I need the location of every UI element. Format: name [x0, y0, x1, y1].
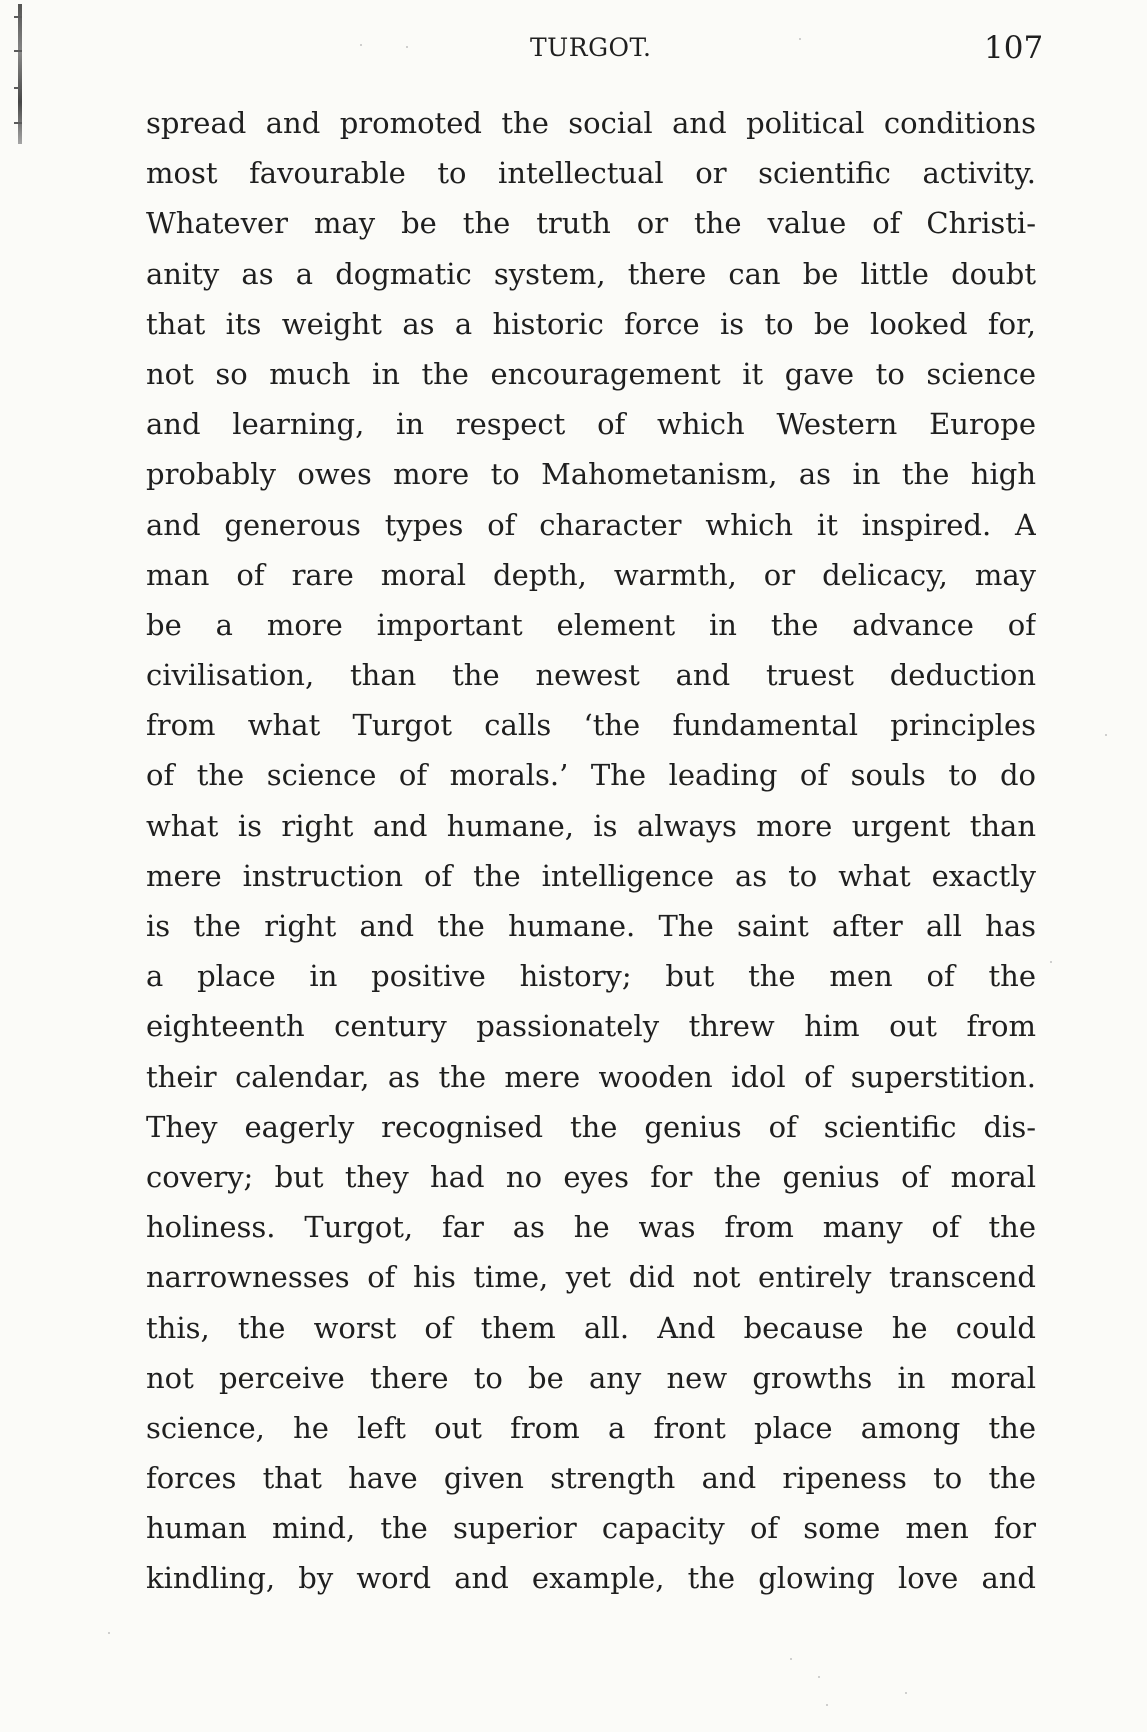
- body-line: is the right and the humane. The saint after all has: [146, 909, 1036, 943]
- body-line: probably owes more to Mahometanism, as in the high: [146, 457, 1036, 492]
- body-line: of the science of morals.’ The leading of souls to do: [146, 758, 1036, 793]
- paper-speck: [108, 1632, 110, 1634]
- page-number: 107: [984, 30, 1044, 66]
- binding-edge-tick: [14, 16, 22, 18]
- paper-speck: [818, 1676, 820, 1678]
- body-line: most favourable to intellectual or scientific activity.: [146, 156, 1036, 191]
- body-line: what is right and humane, is always more urgent than: [146, 808, 1036, 843]
- body-line: narrownesses of his time, yet did not entirely transcend: [146, 1260, 1036, 1295]
- body-line: science, he left out from a front place among the: [146, 1410, 1036, 1445]
- body-line: mere instruction of the intelligence as to what exactly: [146, 858, 1036, 893]
- paper-speck: [360, 44, 362, 46]
- body-line: this, the worst of them all. And because he could: [146, 1310, 1036, 1345]
- paper-speck: [826, 1704, 828, 1706]
- body-line: They eagerly recognised the genius of scientific dis-: [146, 1109, 1036, 1144]
- binding-edge-tick: [14, 87, 22, 89]
- body-line: Whatever may be the truth or the value of Christi-: [146, 206, 1036, 241]
- body-line: kindling, by word and example, the glowing love and: [146, 1561, 1036, 1596]
- body-line: not so much in the encouragement it gave to science: [146, 356, 1036, 391]
- body-line: a place in positive history; but the men of the: [146, 959, 1036, 994]
- paper-speck: [406, 46, 408, 48]
- body-line: holiness. Turgot, far as he was from many of the: [146, 1210, 1036, 1245]
- binding-edge-mark: [14, 4, 24, 144]
- body-line: civilisation, than the newest and truest deduction: [146, 658, 1036, 693]
- paper-speck: [905, 1692, 907, 1694]
- body-line: spread and promoted the social and political conditions: [146, 106, 1036, 140]
- body-line: anity as a dogmatic system, there can be little doubt: [146, 256, 1036, 291]
- body-line: not perceive there to be any new growths in moral: [146, 1360, 1036, 1395]
- body-line: covery; but they had no eyes for the genius of moral: [146, 1159, 1036, 1194]
- binding-edge-tick: [14, 122, 22, 124]
- body-line: eighteenth century passionately threw him out from: [146, 1009, 1036, 1044]
- paper-speck: [799, 38, 801, 40]
- body-text: [146, 98, 1036, 1604]
- body-line: that its weight as a historic force is to be looked for,: [146, 306, 1036, 341]
- paper-speck: [790, 1658, 792, 1660]
- body-line: from what Turgot calls ‘the fundamental principles: [146, 708, 1036, 743]
- body-line: and learning, in respect of which Western Europe: [146, 407, 1036, 442]
- paper-speck: [1050, 961, 1052, 963]
- running-title: TURGOT.: [530, 33, 652, 62]
- body-line: be a more important element in the advance of: [146, 607, 1036, 642]
- body-line: forces that have given strength and ripeness to the: [146, 1461, 1036, 1496]
- body-line: and generous types of character which it inspired. A: [146, 507, 1036, 542]
- paper-speck: [1105, 734, 1107, 736]
- body-line: man of rare moral depth, warmth, or delicacy, may: [146, 557, 1036, 592]
- body-line: human mind, the superior capacity of some men for: [146, 1511, 1036, 1546]
- body-line: their calendar, as the mere wooden idol of superstition.: [146, 1059, 1036, 1094]
- page-header: [0, 28, 1147, 68]
